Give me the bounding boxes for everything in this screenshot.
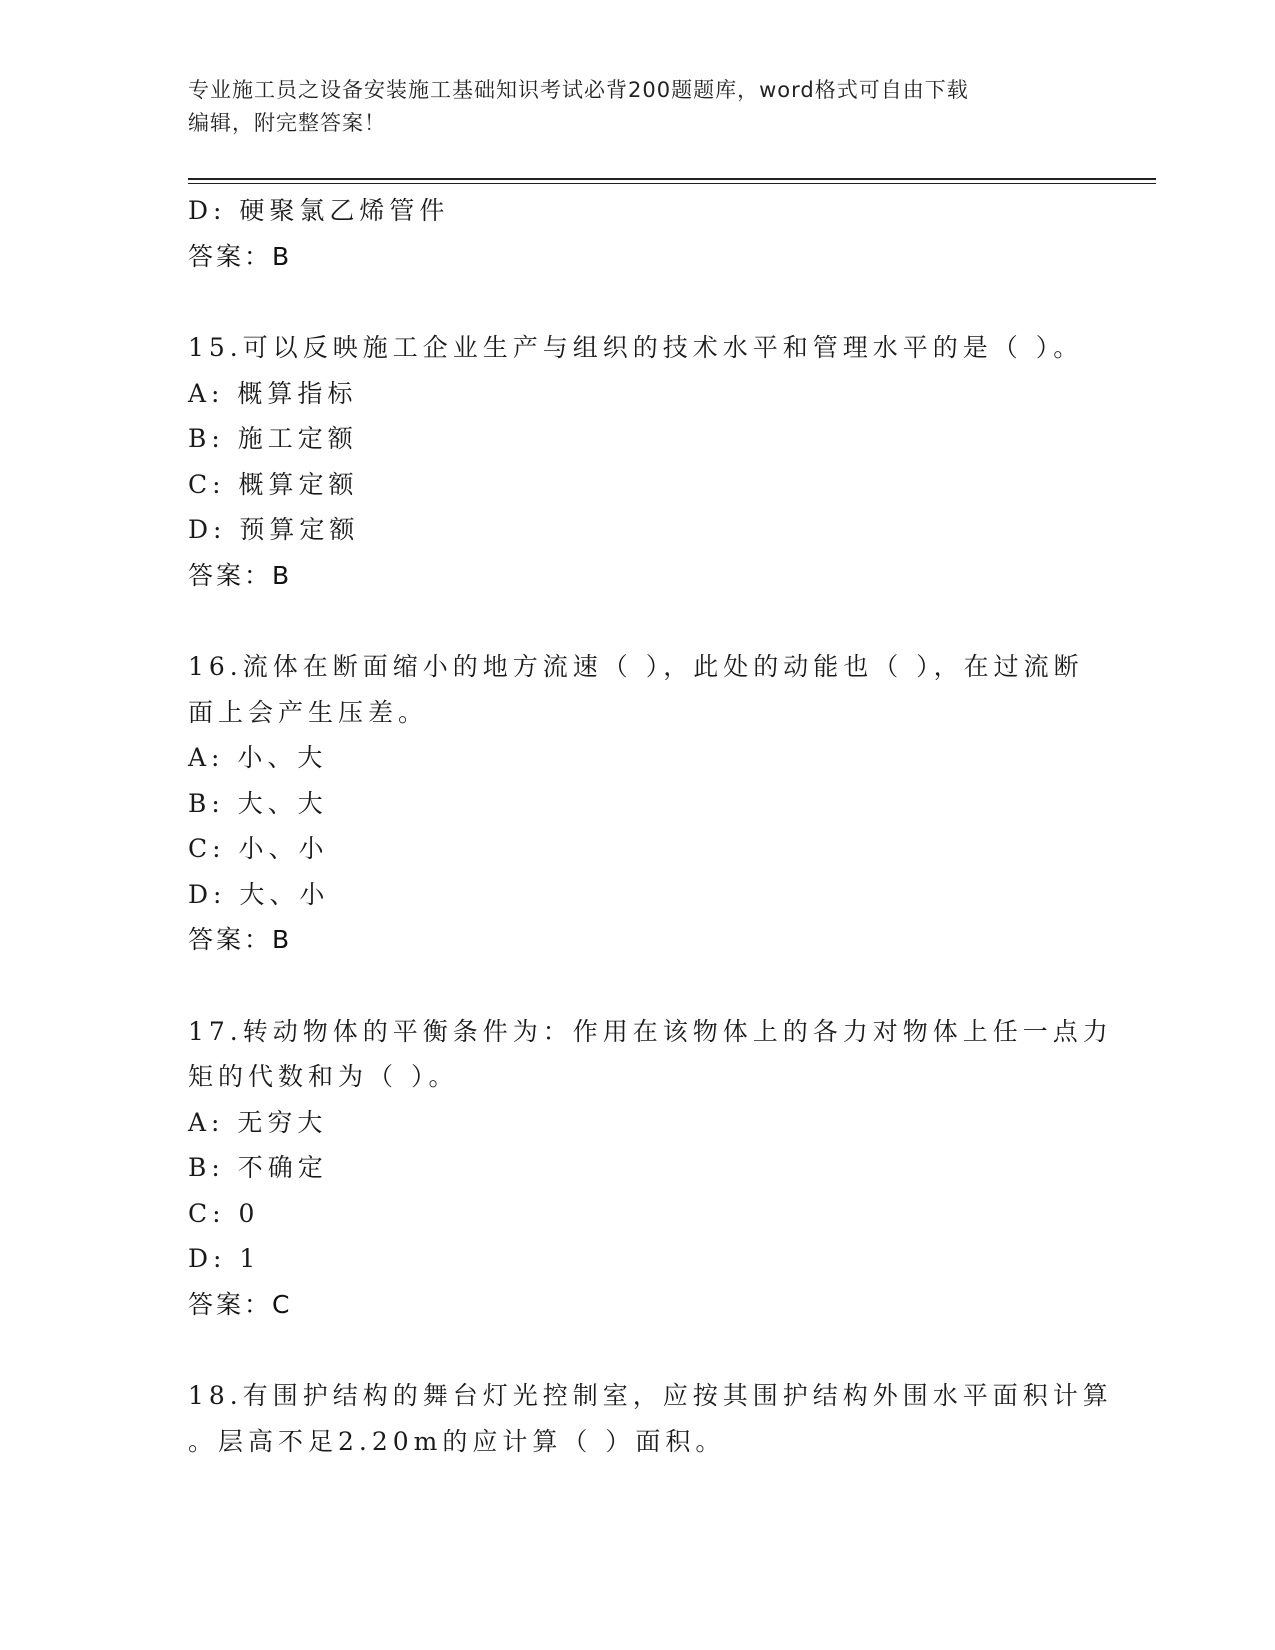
question-text-line-1: 16.流体在断面缩小的地方流速（ ），此处的动能也（ ），在过流断 <box>188 652 1084 681</box>
question-text-line-2: 矩的代数和为（ ）。 <box>188 1062 459 1091</box>
option-a: A: 概算指标 <box>188 378 358 408</box>
question-15 <box>188 325 1088 598</box>
question-text-line-2: 面上会产生压差。 <box>188 697 429 727</box>
option-a: A: 无穷大 <box>188 1107 328 1137</box>
question-list <box>188 188 1113 1464</box>
option-d: D: 预算定额 <box>188 515 360 544</box>
question-spacer <box>188 1327 1088 1373</box>
option-b: B: 施工定额 <box>188 424 358 453</box>
option-d: D: 硬聚氯乙烯管件 <box>188 196 450 225</box>
answer-line: 答案：B <box>188 241 293 271</box>
header-title-line-1: 专业施工员之设备安装施工基础知识考试必背200题题库，word格式可自由下载 <box>188 78 969 102</box>
question-14 <box>188 188 1088 279</box>
question-text-line-2: 。层高不足2.20m的应计算（ ）面积。 <box>188 1426 726 1456</box>
question-text: 15.可以反映施工企业生产与组织的技术水平和管理水平的是（ ）。 <box>188 333 1084 362</box>
answer-line: 答案：C <box>188 1289 293 1319</box>
question-spacer <box>188 279 1088 325</box>
header-divider-thin <box>188 183 1156 184</box>
option-c: C: 概算定额 <box>188 469 359 499</box>
answer-line: 答案：B <box>188 560 293 590</box>
option-b: B: 不确定 <box>188 1153 328 1182</box>
option-d: D: 大、小 <box>188 879 330 909</box>
option-d: D: 1 <box>188 1244 261 1273</box>
question-18 <box>188 1373 1113 1464</box>
option-b: B: 大、大 <box>188 788 328 818</box>
question-text-line-1: 18.有围护结构的舞台灯光控制室，应按其围护结构外围水平面积计算 <box>188 1381 1113 1410</box>
question-16 <box>188 644 1088 963</box>
answer-line: 答案：B <box>188 925 293 954</box>
question-spacer <box>188 598 1088 644</box>
header-divider-thick <box>188 178 1156 180</box>
question-17 <box>188 1009 1113 1328</box>
option-a: A: 小、大 <box>188 743 328 772</box>
option-c: C: 0 <box>188 1198 260 1228</box>
header-title-line-2: 编辑，附完整答案！ <box>188 111 386 135</box>
question-spacer <box>188 963 1088 1009</box>
document-header <box>188 74 1068 140</box>
question-text-line-1: 17.转动物体的平衡条件为：作用在该物体上的各力对物体上任一点力 <box>188 1016 1113 1046</box>
option-c: C: 小、小 <box>188 834 329 863</box>
